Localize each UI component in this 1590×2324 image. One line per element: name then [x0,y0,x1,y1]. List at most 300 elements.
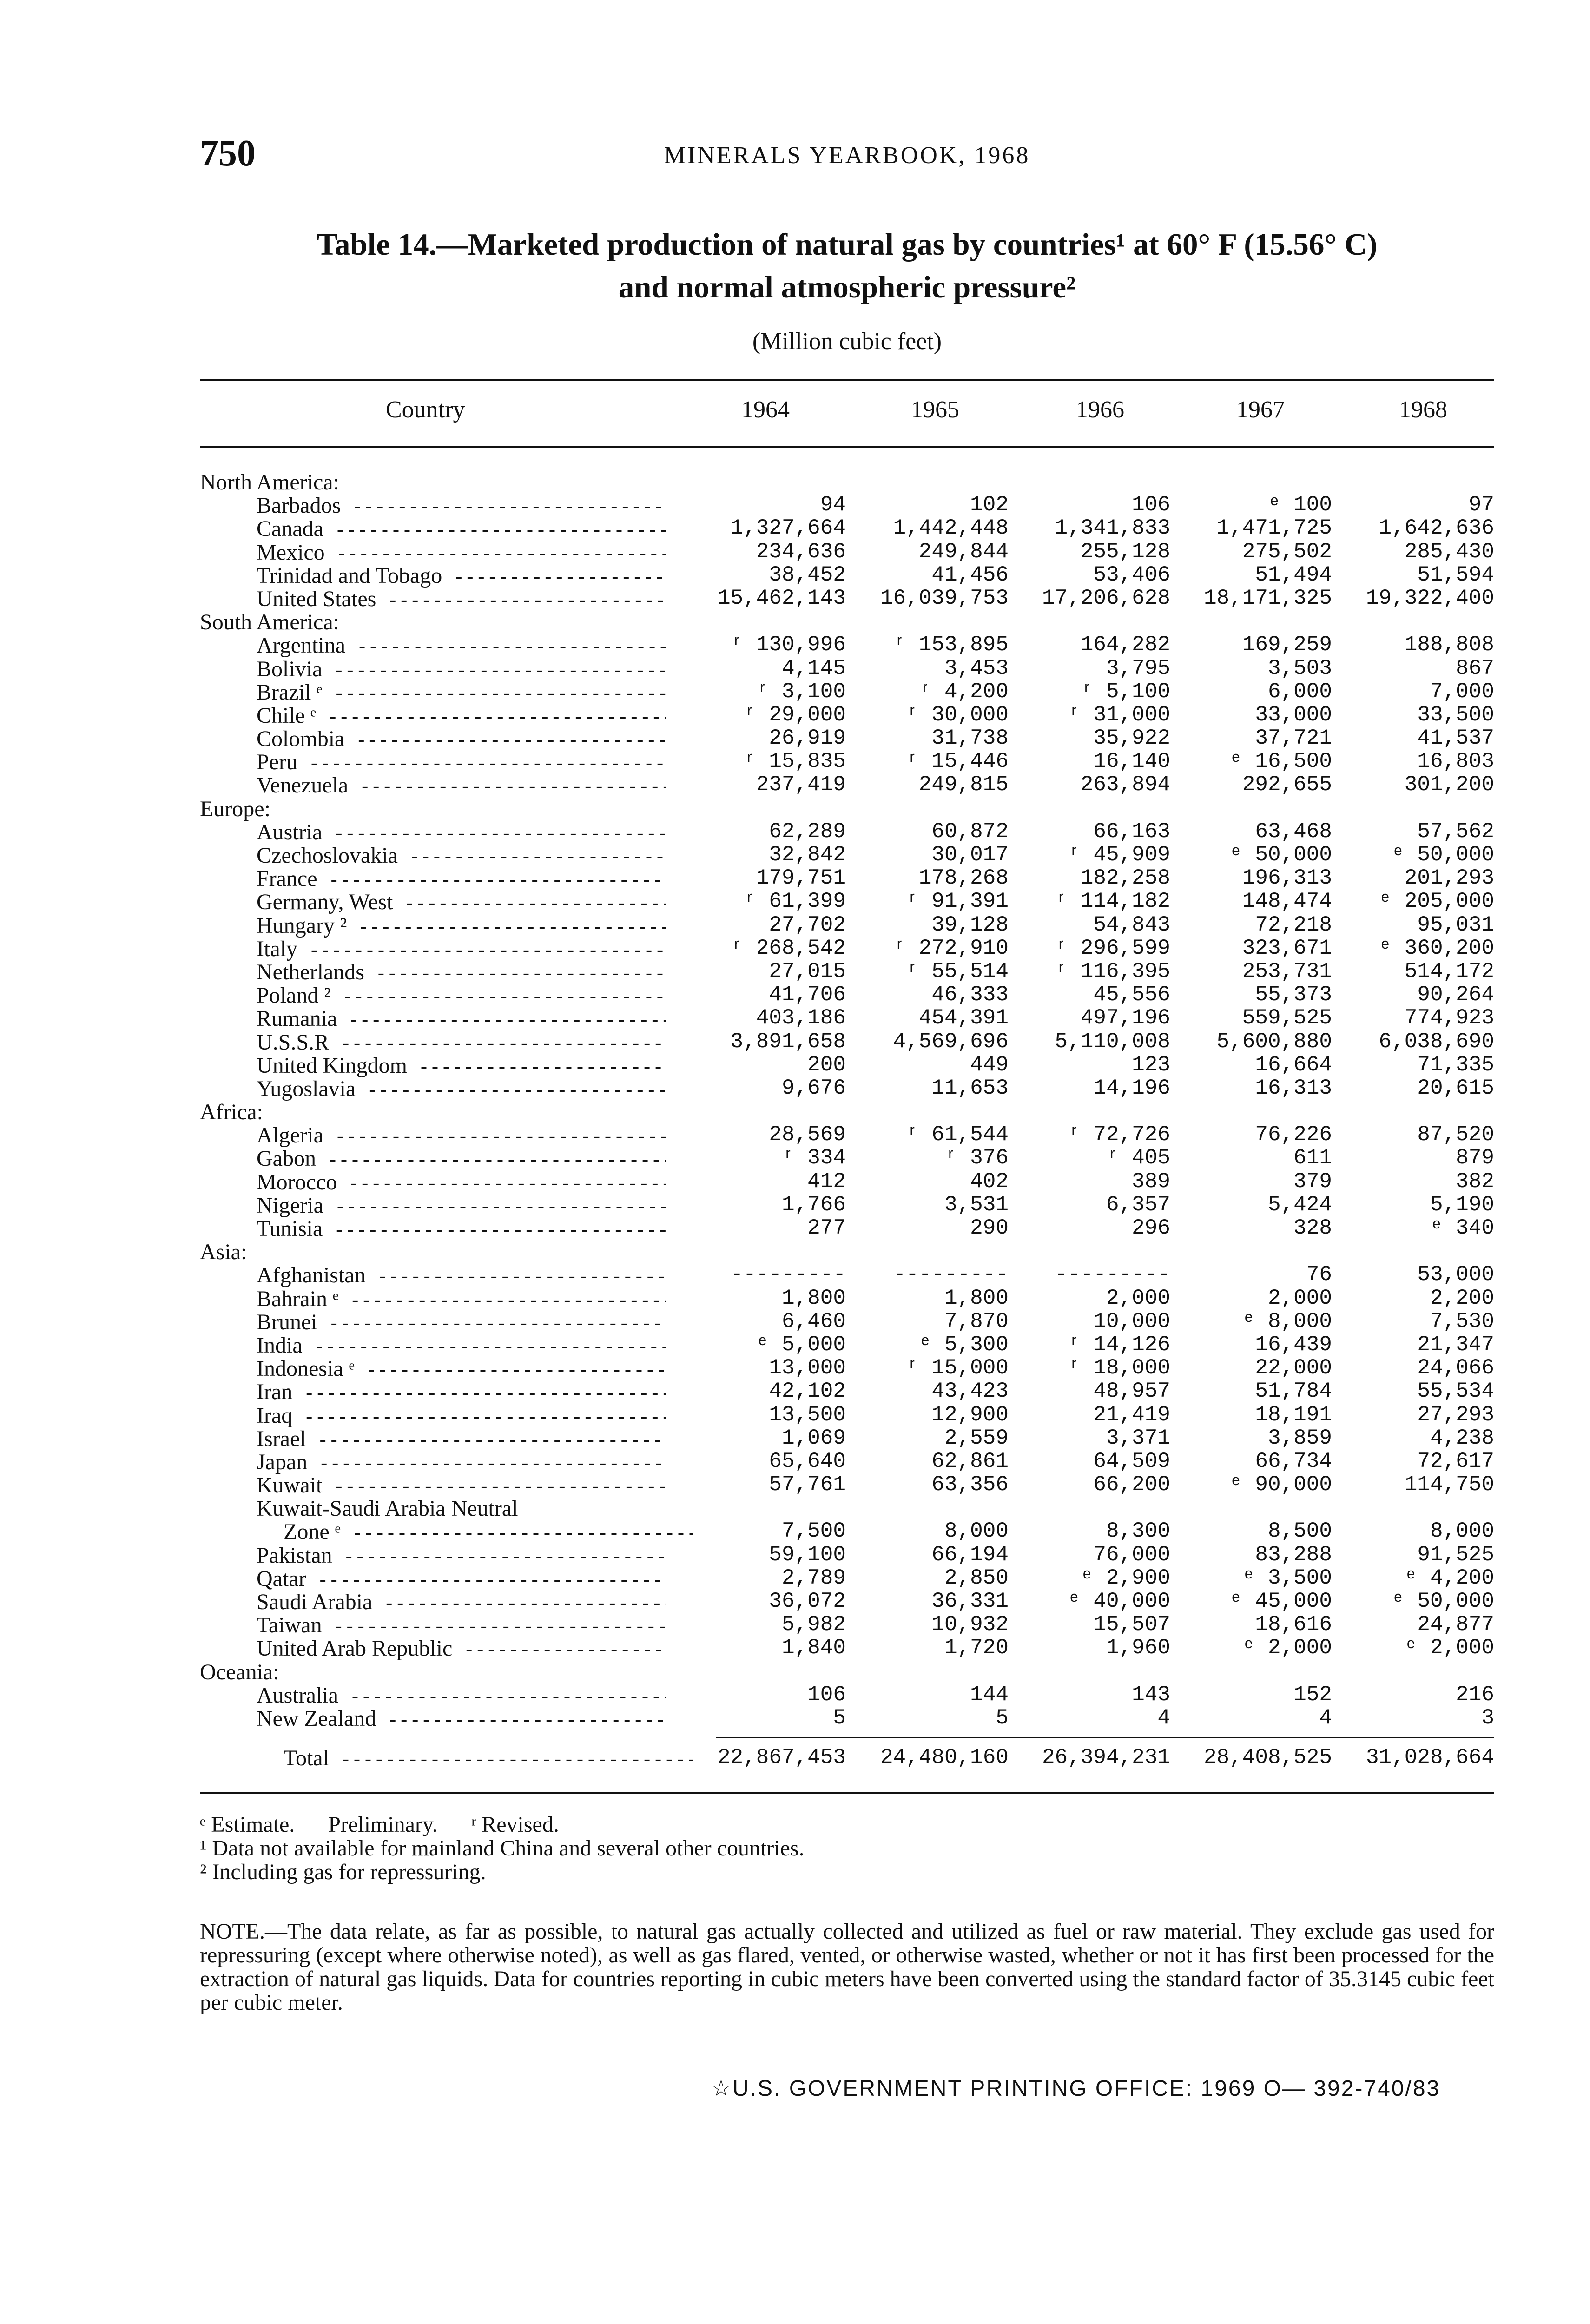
cell-value: 178,268 [918,866,1009,891]
cell-value: 323,671 [1242,936,1332,960]
country-label: Austria ----- [257,819,666,845]
cell-value: 143 [1132,1682,1170,1707]
cell-value: 301,200 [1404,772,1494,797]
region-row [0,609,1590,633]
column-header-1968: 1968 [1399,396,1447,423]
cell-value: 22,000 [1255,1356,1332,1380]
country-label: Gabon ----- [257,1146,666,1172]
footnote-2: ² Including gas for repressuring. [200,1860,486,1884]
region-row [0,1099,1590,1125]
cell-value: 1,442,448 [893,516,1009,541]
cell-value: 59,100 [769,1542,846,1567]
table-row [0,1472,1590,1496]
cell-value: 83,288 [1255,1542,1332,1567]
cell-value: 216 [1456,1682,1494,1707]
cell-value: 403,186 [756,1006,846,1030]
table-row [0,1543,1590,1566]
cell-value: 11,653 [931,1076,1009,1100]
cell-value: 2,789 [781,1565,846,1590]
footnote-legend: ᵉ Estimate. Preliminary. ʳ Revised. [200,1812,559,1837]
bottom-rule [200,1792,1494,1794]
cell-value: 774,923 [1404,1006,1494,1030]
table-row [0,586,1590,609]
cell-value: ᵉ 3,500 [1242,1565,1332,1590]
cell-value: 24,877 [1417,1612,1494,1637]
cell-value: 20,615 [1417,1076,1494,1100]
cell-value: ʳ 272,910 [893,936,1009,960]
cell-value: ᵉ 100 [1267,493,1332,517]
cell-value: 234,636 [756,539,846,564]
table-row [0,633,1590,656]
table-row [0,703,1590,726]
cell-value: 382 [1456,1169,1494,1194]
table-row [0,516,1590,539]
cell-value: 57,562 [1417,819,1494,844]
cell-value: ʳ 15,446 [906,749,1009,774]
cell-value: 5,424 [1267,1192,1332,1217]
cell-value: 38,452 [769,562,846,587]
cell-value: 611 [1293,1146,1332,1170]
table-row [0,1519,1590,1545]
region-label: Europe: [200,796,270,821]
cell-value: ᵉ 8,000 [1242,1309,1332,1334]
cell-value: 6,460 [781,1309,846,1334]
table-row [0,936,1590,959]
table-row [0,563,1590,586]
total-1965: 24,480,160 [880,1745,1009,1769]
table-row [0,819,1590,843]
table-row [0,913,1590,936]
cell-value: 1,069 [781,1426,846,1450]
cell-value: 41,537 [1417,726,1494,751]
total-rule [716,1737,1494,1738]
cell-value: 148,474 [1242,889,1332,914]
cell-value: 123 [1132,1052,1170,1077]
cell-value: 66,163 [1093,819,1170,844]
cell-value: 76,000 [1093,1542,1170,1567]
country-label: Algeria ----- [257,1122,666,1149]
cell-value: 94 [820,493,846,517]
cell-value: 106 [1132,493,1170,517]
cell-value: 4,569,696 [893,1029,1009,1054]
cell-value: 285,430 [1404,539,1494,564]
country-label: Kuwait ----- [257,1472,666,1499]
country-label: Bolivia ----- [257,656,666,682]
country-label: Zone ᵉ ----- [284,1519,693,1545]
table-row [0,1636,1590,1659]
cell-value: 26,919 [769,726,846,751]
cell-value: 71,335 [1417,1052,1494,1077]
cell-value: 51,784 [1255,1379,1332,1404]
cell-value: ᵉ 16,500 [1229,749,1332,774]
table-row [0,1379,1590,1405]
header-rule [200,446,1494,448]
cell-value: 18,171,325 [1203,586,1332,610]
column-header-country: Country [386,396,465,423]
cell-value: 87,520 [1417,1122,1494,1147]
cell-value: 277 [807,1216,846,1240]
country-label: India ----- [257,1333,666,1359]
cell-value: 379 [1293,1169,1332,1194]
cell-value: 3 [1481,1705,1494,1730]
cell-value: 102 [970,493,1009,517]
cell-value: 43,423 [931,1379,1009,1404]
country-label: Pakistan ----- [257,1543,666,1569]
total-1967: 28,408,525 [1203,1745,1332,1769]
cell-value: 1,766 [781,1192,846,1217]
cell-value: ʳ 61,544 [906,1122,1009,1147]
footnotes [200,1813,1494,1884]
cell-value: ʳ 14,126 [1068,1332,1170,1357]
cell-value: 16,039,753 [880,586,1009,610]
cell-value: 37,721 [1255,726,1332,751]
table-row [0,959,1590,983]
cell-value: 296 [1132,1216,1170,1240]
table-row [0,493,1590,516]
cell-value: 48,957 [1093,1379,1170,1404]
table-row [0,983,1590,1006]
table-row [0,540,1590,563]
top-rule [200,379,1494,381]
country-label: Canada ----- [257,516,666,542]
table-row [0,1566,1590,1589]
cell-value: 2,559 [944,1426,1009,1450]
table-row [0,1146,1590,1169]
cell-value: ᵉ 5,000 [756,1332,846,1357]
cell-value: 328 [1293,1216,1332,1240]
table-body [0,469,1590,1729]
cell-value: ᵉ 45,000 [1229,1589,1332,1613]
printing-office-imprint: ☆U.S. GOVERNMENT PRINTING OFFICE: 1969 O— 392-740/83 [711,2076,1441,2101]
country-label: Tunisia ----- [257,1216,666,1242]
cell-value: ᵉ 340 [1430,1216,1494,1240]
table-row [0,1216,1590,1239]
cell-value: 6,000 [1267,679,1332,704]
cell-value: 4,238 [1430,1426,1494,1450]
column-header-1967: 1967 [1236,396,1285,423]
country-label: Japan ----- [257,1449,666,1475]
table-row [0,1309,1590,1333]
country-label: United Kingdom ----- [257,1053,666,1079]
region-row [0,1659,1590,1683]
cell-value: ʳ 4,200 [918,679,1009,704]
cell-value: ʳ 153,895 [893,633,1009,657]
cell-value: 292,655 [1242,772,1332,797]
cell-value: 16,313 [1255,1076,1332,1100]
cell-value: 36,072 [769,1589,846,1613]
column-header-1966: 1966 [1076,396,1124,423]
country-label: Italy ----- [257,936,666,962]
table-row [0,656,1590,680]
cell-value: 4,145 [781,656,846,680]
cell-value: 62,289 [769,819,846,844]
country-label: Chile ᵉ ----- [257,703,666,729]
cell-value: 24,066 [1417,1356,1494,1380]
cell-value: 497,196 [1080,1006,1170,1030]
country-label: Nigeria ----- [257,1193,666,1219]
cell-value: ʳ 3,100 [756,679,846,704]
table-title-line-1: Table 14.—Marketed production of natural gas by countries¹ at 60° F (15.56° C) [317,227,1378,262]
cell-value: 3,371 [1106,1426,1170,1450]
cell-value: 402 [970,1169,1009,1194]
country-label: Iran ----- [257,1379,666,1405]
country-label: U.S.S.R ----- [257,1030,666,1056]
country-label: Rumania ----- [257,1006,666,1032]
country-label: Australia ----- [257,1683,666,1709]
cell-value: 62,861 [931,1449,1009,1473]
cell-value: ᵉ 2,000 [1404,1636,1494,1660]
cell-value: 55,373 [1255,983,1332,1007]
country-label: Indonesia ᵉ ----- [257,1356,666,1382]
cell-value: 55,534 [1417,1379,1494,1404]
cell-value: 263,894 [1080,772,1170,797]
total-1966: 26,394,231 [1042,1745,1170,1769]
cell-value: 1,720 [944,1636,1009,1660]
table-row [0,1030,1590,1053]
cell-value: 18,616 [1255,1612,1332,1637]
cell-value: 28,569 [769,1122,846,1147]
cell-value: 1,327,664 [730,516,846,541]
country-label: United States ----- [257,586,666,612]
cell-value: 72,617 [1417,1449,1494,1473]
cell-value: 6,038,690 [1379,1029,1494,1054]
cell-value: 30,017 [931,843,1009,867]
cell-value: 36,331 [931,1589,1009,1613]
table-row [0,1193,1590,1216]
cell-value: ʳ 18,000 [1068,1356,1170,1380]
country-label: Hungary ² ----- [257,913,666,939]
table-row [0,1426,1590,1449]
cell-value: ᵉ 40,000 [1068,1589,1170,1613]
country-label: Taiwan ----- [257,1612,666,1638]
cell-value: 63,356 [931,1472,1009,1497]
country-label: Brazil ᵉ ----- [257,680,666,706]
cell-value: 7,500 [781,1519,846,1544]
cell-value: 27,293 [1417,1402,1494,1427]
cell-value: 8,000 [944,1519,1009,1544]
cell-value: ᵉ 2,000 [1242,1636,1332,1660]
cell-value: 33,000 [1255,702,1332,727]
table-row [0,1449,1590,1472]
cell-value: 1,960 [1106,1636,1170,1660]
cell-value: 13,000 [769,1356,846,1380]
cell-value: ʳ 15,000 [906,1356,1009,1380]
country-label: Colombia ----- [257,726,666,752]
cell-value: ᵉ 205,000 [1379,889,1494,914]
cell-value: ʳ 72,726 [1068,1122,1170,1147]
table-row [0,1076,1590,1099]
cell-value: 19,322,400 [1366,586,1494,610]
country-label: New Zealand ----- [257,1706,666,1732]
table-row [0,1122,1590,1146]
table-title [200,223,1494,309]
cell-value: --------- [893,1262,1009,1287]
cell-value: 2,000 [1267,1286,1332,1310]
cell-value: 249,815 [918,772,1009,797]
cell-value: 16,664 [1255,1052,1332,1077]
cell-value: 32,842 [769,843,846,867]
cell-value: 879 [1456,1146,1494,1170]
total-label: Total ----- [284,1745,693,1771]
cell-value: 16,140 [1093,749,1170,774]
cell-value: 249,844 [918,539,1009,564]
region-label: Oceania: [200,1659,279,1684]
cell-value: ʳ 296,599 [1055,936,1170,960]
cell-value: 182,258 [1080,866,1170,891]
cell-value: 95,031 [1417,912,1494,937]
cell-value: ʳ 31,000 [1068,702,1170,727]
cell-value: 6,357 [1106,1192,1170,1217]
cell-value: 76,226 [1255,1122,1332,1147]
region-row [0,469,1590,493]
cell-value: ᵉ 50,000 [1392,1589,1494,1613]
cell-value: 72,218 [1255,912,1332,937]
country-label: Venezuela ----- [257,772,666,799]
cell-value: ʳ 61,399 [743,889,846,914]
table-row [0,1169,1590,1193]
cell-value: 5 [996,1705,1009,1730]
country-label: Morocco ----- [257,1169,666,1195]
cell-value: 21,419 [1093,1402,1170,1427]
cell-value: 2,850 [944,1565,1009,1590]
cell-value: 4 [1319,1705,1332,1730]
cell-value: ʳ 268,542 [730,936,846,960]
country-label: Iraq ----- [257,1403,666,1429]
cell-value: 1,840 [781,1636,846,1660]
cell-value: 31,738 [931,726,1009,751]
table-row [0,772,1590,796]
cell-value: 60,872 [931,819,1009,844]
cell-value: 46,333 [931,983,1009,1007]
table-title-line-2: and normal atmospheric pressure² [618,270,1076,304]
cell-value: ʳ 15,835 [743,749,846,774]
column-header-1965: 1965 [911,396,959,423]
cell-value: 66,194 [931,1542,1009,1567]
cell-value: 2,200 [1430,1286,1494,1310]
cell-value: 514,172 [1404,959,1494,984]
region-row [0,1239,1590,1265]
cell-value: ʳ 30,000 [906,702,1009,727]
cell-value: 8,300 [1106,1519,1170,1544]
cell-value: 5,982 [781,1612,846,1637]
cell-value: 41,706 [769,983,846,1007]
country-label: Bahrain ᵉ ----- [257,1286,666,1312]
cell-value: 13,500 [769,1402,846,1427]
cell-value: 33,500 [1417,702,1494,727]
cell-value: 16,803 [1417,749,1494,774]
cell-value: 16,439 [1255,1332,1332,1357]
total-row [0,1745,1590,1773]
cell-value: 5,190 [1430,1192,1494,1217]
cell-value: 15,507 [1093,1612,1170,1637]
cell-value: 10,000 [1093,1309,1170,1334]
column-header-1964: 1964 [741,396,790,423]
cell-value: 1,341,833 [1055,516,1170,541]
cell-value: 8,500 [1267,1519,1332,1544]
cell-value: ᵉ 360,200 [1379,936,1494,960]
country-label: Poland ² ----- [257,983,666,1009]
table-row [0,889,1590,915]
total-1964: 22,867,453 [717,1745,846,1769]
cell-value: ʳ 29,000 [743,702,846,727]
cell-value: 45,556 [1093,983,1170,1007]
cell-value: 42,102 [769,1379,846,1404]
table-row [0,1496,1590,1519]
cell-value: ʳ 55,514 [906,959,1009,984]
cell-value: ᵉ 5,300 [918,1332,1009,1357]
cell-value: 14,196 [1093,1076,1170,1100]
table-row [0,1356,1590,1379]
country-label: Czechoslovakia ----- [257,843,666,869]
country-label: Barbados ----- [257,493,666,519]
cell-value: ʳ 334 [781,1146,846,1170]
cell-value: 867 [1456,656,1494,680]
table-row [0,1403,1590,1426]
region-label: Asia: [200,1240,247,1265]
cell-value: 54,843 [1093,912,1170,937]
cell-value: 169,259 [1242,633,1332,657]
cell-value: 144 [970,1682,1009,1707]
cell-value: 27,702 [769,912,846,937]
cell-value: 200 [807,1052,846,1077]
cell-value: 290 [970,1216,1009,1240]
cell-value: 2,000 [1106,1286,1170,1310]
cell-value: ʳ 130,996 [730,633,846,657]
table-unit: (Million cubic feet) [752,328,942,355]
cell-value: ᵉ 90,000 [1229,1472,1332,1497]
cell-value: 3,859 [1267,1426,1332,1450]
table-row [0,1706,1590,1729]
cell-value: 18,191 [1255,1402,1332,1427]
country-label: Afghanistan ----- [257,1262,666,1288]
cell-value: 35,922 [1093,726,1170,751]
cell-value: 196,313 [1242,866,1332,891]
cell-value: 53,000 [1417,1262,1494,1287]
cell-value: ʳ 45,909 [1068,843,1170,867]
cell-value: 12,900 [931,1402,1009,1427]
cell-value: 17,206,628 [1042,586,1170,610]
country-label: United Arab Republic ----- [257,1636,666,1662]
cell-value: 412 [807,1169,846,1194]
country-label: Qatar ----- [257,1566,666,1592]
cell-value: 237,419 [756,772,846,797]
country-label: Yugoslavia ----- [257,1076,666,1102]
country-label: Peru ----- [257,749,666,775]
cell-value: 106 [807,1682,846,1707]
cell-value: 21,347 [1417,1332,1494,1357]
region-label: Africa: [200,1100,263,1125]
note-paragraph: NOTE.—The data relate, as far as possible, to natural gas actually collected and utilized as fuel or raw material. They exclude gas used for repressuring (except where otherwise noted), as well as gas flared, vented, or otherwise wasted, whether or not it has first been processed for the extraction of natural gas liquids. Data for countries reporting in cubic meters have been converted using the standard factor of 35.3145 cubic feet per cubic meter. [200,1919,1494,2015]
cell-value: 255,128 [1080,539,1170,564]
region-row [0,796,1590,819]
cell-value: ʳ 376 [944,1146,1009,1170]
cell-value: 7,530 [1430,1309,1494,1334]
cell-value: 63,468 [1255,819,1332,844]
cell-value: ʳ 114,182 [1055,889,1170,914]
cell-value: 179,751 [756,866,846,891]
cell-value: 559,525 [1242,1006,1332,1030]
cell-value: 3,531 [944,1192,1009,1217]
cell-value: 51,494 [1255,562,1332,587]
cell-value: 253,731 [1242,959,1332,984]
cell-value: 9,676 [781,1076,846,1100]
cell-value: 188,808 [1404,633,1494,657]
cell-value: 15,462,143 [717,586,846,610]
table-row [0,843,1590,866]
cell-value: 53,406 [1093,562,1170,587]
table-row [0,1286,1590,1309]
cell-value: 41,456 [931,562,1009,587]
